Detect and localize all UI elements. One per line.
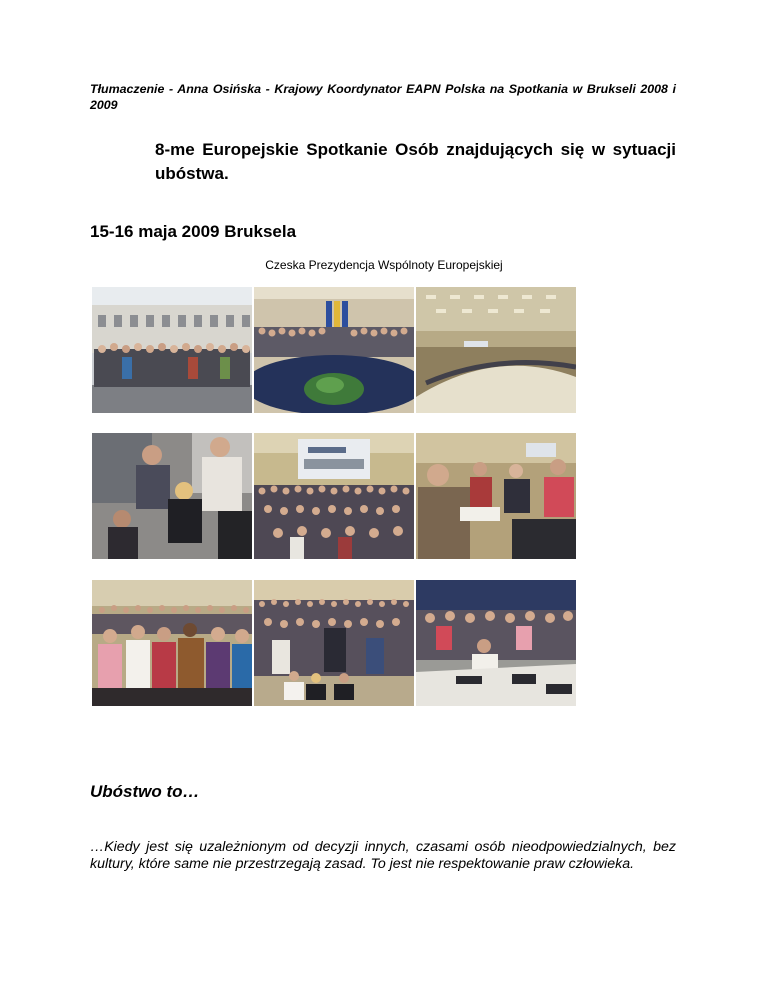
photo-participants-talking [92,433,252,559]
photo-empty-conference-hall [416,287,576,413]
presidency-caption: Czeska Prezydencja Wspólnoty Europejskiej [265,258,503,272]
photo-group-standing-women [92,580,252,706]
photo-collage [92,287,576,707]
section-heading: Ubóstwo to… [90,782,200,801]
photo-participants-seated-discussion [416,433,576,559]
translation-note: Tłumaczenie - Anna Osińska - Krajowy Koordynator EAPN Polska na Spotkania w Brukseli 2008 i 2009 [90,82,676,112]
document-title: 8-me Europejskie Spotkanie Osób znajdujących się w sytuacji ubóstwa. [155,140,676,183]
body-paragraph: …Kiedy jest się uzależnionym od decyzji innych, czasami osób nieodpowiedzialnych, bez kultury, które same nie przestrzegają zasad. To jest nie respektowanie praw człowieka. [90,839,676,872]
photo-group-crowd [254,580,414,706]
photo-group-under-screen [254,433,414,559]
photo-panel-table-discussion [416,580,576,706]
photo-group-outside-building [92,287,252,413]
date-location-heading: 15-16 maja 2009 Bruksela [90,222,297,241]
photo-group-plenary-hall [254,287,414,413]
